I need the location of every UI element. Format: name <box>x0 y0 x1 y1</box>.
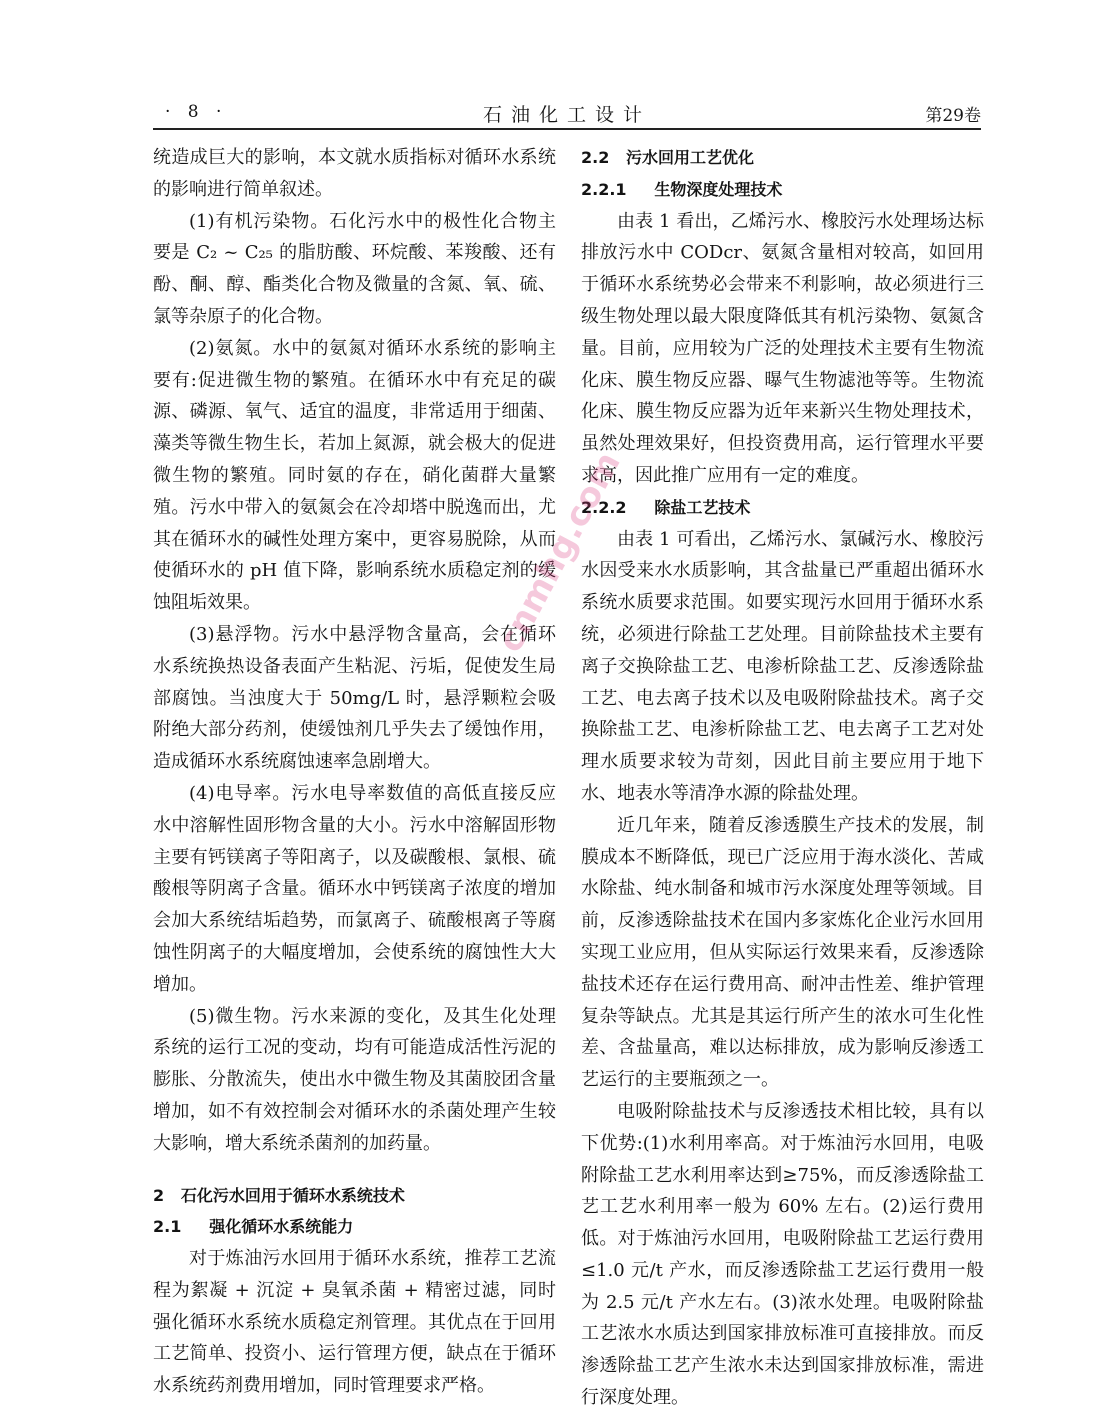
subsection-heading-2-2-1: 2.2.1 生物深度处理技术 <box>581 179 783 199</box>
paragraph: 统造成巨大的影响，本文就水质指标对循环水系统的影响进行简单叙述。 <box>153 147 556 200</box>
paragraph-conductivity: (4)电导率。污水电导率数值的高低直接反应水中溶解性固形物含量的大小。污水中溶解固形物主要有钙镁离子等阳离子，以及碳酸根、氯根、硫酸根等阴离子含量。循环水中钙镁离子浓度的增加会加大系统结垢趋势，而氯离子、硫酸根离子等腐蚀性阴离子的大幅度增加，会使系统的腐蚀性大大增加。 <box>153 782 556 995</box>
subsection-heading-2-2-2: 2.2.2 除盐工艺技术 <box>581 497 751 517</box>
paragraph-refinery-reuse: 对于炼油污水回用于循环水系统，推荐工艺流程为絮凝 + 沉淀 + 臭氧杀菌 + 精密过滤，同时强化循环水系统水质稳定剂管理。其优点在于回用工艺简单、投资小、运行管理方便，缺点在于循环水系统药剂费用增加，同时管理要求严格。 <box>153 1248 556 1397</box>
subsection-heading-2-2: 2.2 污水回用工艺优化 <box>581 148 755 167</box>
right-column <box>581 142 984 1414</box>
page-number: · 8 · <box>165 102 228 122</box>
running-header <box>153 98 981 130</box>
paragraph-organic-pollutants: (1)有机污染物。石化污水中的极性化合物主要是 C₂ ~ C₂₅ 的脂肪酸、环烷酸、苯羧酸、还有酚、酮、醇、酯类化合物及微量的含氮、氧、硫、氯等杂原子的化合物。 <box>153 210 556 327</box>
subsection-heading-2-1: 2.1 强化循环水系统能力 <box>153 1217 354 1237</box>
watermark: cnmhg.com <box>490 445 629 659</box>
volume-label: 第29卷 <box>925 106 981 126</box>
section-heading-2: 2 石化污水回用于循环水系统技术 <box>153 1185 405 1205</box>
left-column <box>153 142 556 1402</box>
paragraph-desalination: 由表 1 可看出，乙烯污水、氯碱污水、橡胶污水因受来水水质影响，其含盐量已严重超出循环水系统水质要求范围。如要实现污水回用于循环水系统，必须进行除盐工艺处理。目前除盐技术主要有离子交换除盐工艺、电渗析除盐工艺、反渗透除盐工艺、电去离子技术以及电吸附除盐技术。离子交换除盐工艺、电渗析除盐工艺、电去离子工艺对处理水质要求较为苛刻，因此目前主要应用于地下水、地表水等清净水源的除盐处理。 <box>581 528 984 804</box>
journal-title: 石油化工设计 <box>482 104 651 126</box>
paragraph-biological-treatment: 由表 1 看出，乙烯污水、橡胶污水处理场达标排放污水中 CODcr、氨氮含量相对较高，如回用于循环水系统势必会带来不利影响，故必须进行三级生物处理以最大限度降低其有机污染物、氨氮含量。目前，应用较为广泛的处理技术主要有生物流化床、膜生物反应器、曝气生物滤池等等。生物流化床、膜生物反应器为近年来新兴生物处理技术，虽然处理效果好，但投资费用高，运行管理水平要求高，因此推广应用有一定的难度。 <box>581 210 984 486</box>
paragraph-reverse-osmosis: 近几年来，随着反渗透膜生产技术的发展，制膜成本不断降低，现已广泛应用于海水淡化、苦咸水除盐、纯水制备和城市污水深度处理等领域。目前，反渗透除盐技术在国内多家炼化企业污水回用实现工业应用，但从实际运行效果来看，反渗透除盐技术还存在运行费用高、耐冲击性差、维护管理复杂等缺点。尤其是其运行所产生的浓水可生化性差、含盐量高，难以达标排放，成为影响反渗透工艺运行的主要瓶颈之一。 <box>581 814 984 1091</box>
paragraph-suspended-solids: (3)悬浮物。污水中悬浮物含量高，会在循环水系统换热设备表面产生粘泥、污垢，促使发生局部腐蚀。当浊度大于 50mg/L 时，悬浮颗粒会吸附绝大部分药剂，使缓蚀剂几乎失去了缓蚀作用，造成循环水系统腐蚀速率急剧增大。 <box>153 623 556 773</box>
paragraph-ammonia-nitrogen: (2)氨氮。水中的氨氮对循环水系统的影响主要有:促进微生物的繁殖。在循环水中有充足的碳源、磷源、氧气、适宜的温度，非常适用于细菌、藻类等微生物生长，若加上氮源，就会极大的促进微生物的繁殖。同时氨的存在，硝化菌群大量繁殖。污水中带入的氨氮会在冷却塔中脱逸而出，尤其在循环水的碱性处理方案中，更容易脱除，从而使循环水的 pH 值下降，影响系统水质稳定剂的缓蚀阻垢效果。 <box>153 337 556 614</box>
paragraph-microorganisms: (5)微生物。污水来源的变化，及其生化处理系统的运行工况的变动，均有可能造成活性污泥的膨胀、分散流失，使出水中微生物及其菌胶团含量增加，如不有效控制会对循环水的杀菌处理产生较大影响，增大系统杀菌剂的加药量。 <box>153 1005 556 1154</box>
paragraph-electrosorption: 电吸附除盐技术与反渗透技术相比较，具有以下优势:(1)水利用率高。对于炼油污水回用，电吸附除盐工艺水利用率达到≥75%，而反渗透除盐工艺工艺水利用率一般为 60% 左右。(2)运行费用低。对于炼油污水回用，电吸附除盐工艺运行费用≤1.0 元/t 产水，而反渗透除盐工艺运行费用一般为 2.5 元/t 产水左右。(3)浓水处理。电吸附除盐工艺浓水水质达到国家排放标准可直接排放。而反渗透除盐工艺产生浓水未达到国家排放标准，需进行深度处理。 <box>581 1100 984 1409</box>
